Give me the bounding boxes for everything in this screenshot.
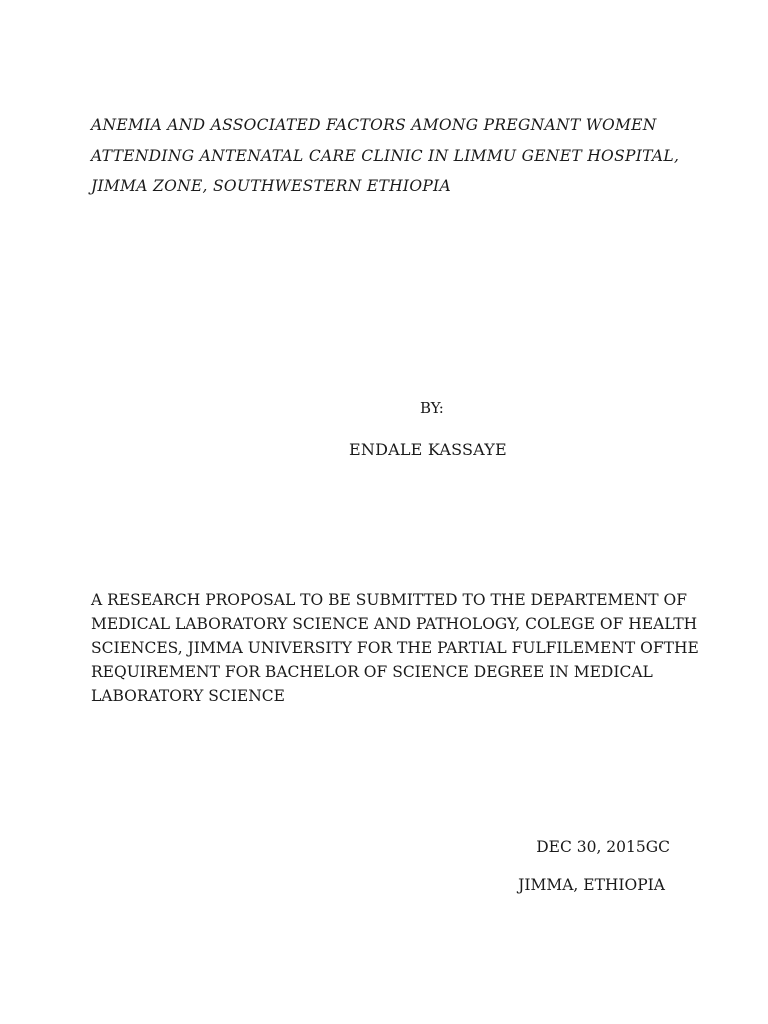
submission-date: DEC 30, 2015GC [536,838,670,856]
title-line: ANEMIA AND ASSOCIATED FACTORS AMONG PREGNANT WOMEN [91,116,657,134]
proposal-statement [91,588,699,708]
author-name: ENDALE KASSAYE [349,440,507,459]
title-line: JIMMA ZONE, SOUTHWESTERN ETHIOPIA [91,177,451,195]
document-title [91,110,691,202]
proposal-line: LABORATORY SCIENCE [91,687,285,705]
submission-place: JIMMA, ETHIOPIA [518,876,665,894]
proposal-line: REQUIREMENT FOR BACHELOR OF SCIENCE DEGREE IN MEDICAL [91,663,653,681]
proposal-line: MEDICAL LABORATORY SCIENCE AND PATHOLOGY, COLEGE OF HEALTH [91,615,698,633]
title-line: ATTENDING ANTENATAL CARE CLINIC IN LIMMU GENET HOSPITAL, [91,146,680,165]
by-label: BY: [420,399,444,417]
proposal-line: A RESEARCH PROPOSAL TO BE SUBMITTED TO THE DEPARTEMENT OF [91,591,688,609]
proposal-line: SCIENCES, JIMMA UNIVERSITY FOR THE PARTIAL FULFILEMENT OFTHE [91,639,699,657]
